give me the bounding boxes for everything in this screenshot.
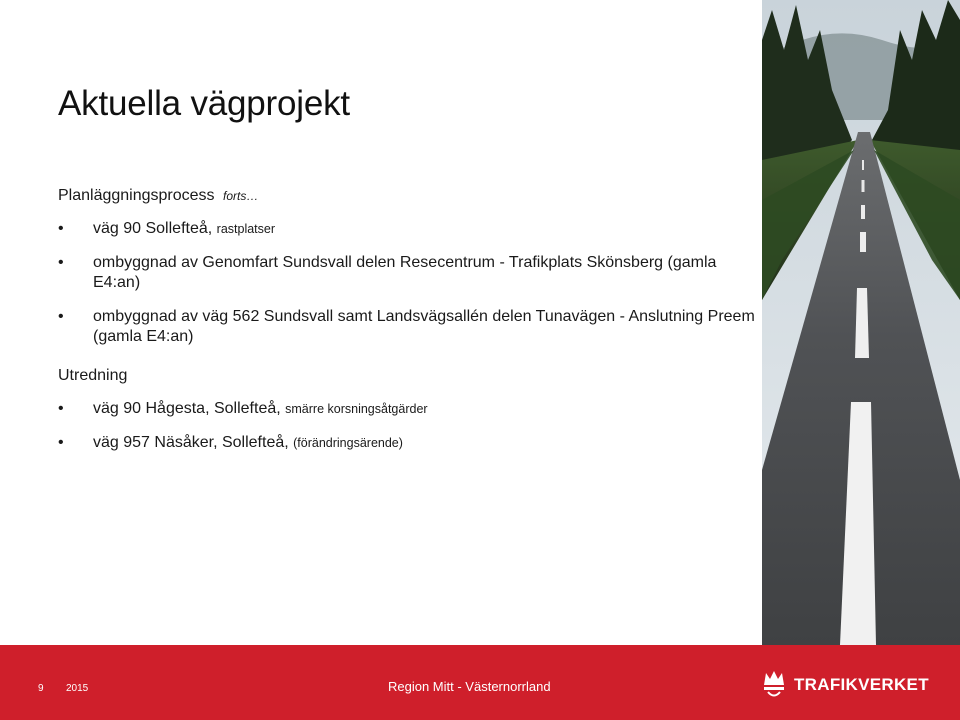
- slide-content: [58, 186, 758, 467]
- footer-region: Region Mitt - Västernorrland: [388, 679, 551, 694]
- study-heading: [58, 366, 758, 386]
- study-heading-text: Utredning: [58, 367, 128, 384]
- list-item: [58, 433, 758, 453]
- list-item: [58, 399, 758, 419]
- list-item-text: väg 90 Hågesta, Sollefteå,: [93, 400, 281, 417]
- list-item-text: ombyggnad av Genomfart Sundsvall delen Resecentrum - Trafikplats Skönsberg (gamla E4:an): [93, 254, 717, 291]
- list-item-text: ombyggnad av väg 562 Sundsvall samt Landsvägsallén delen Tunavägen - Anslutning Preem (gamla E4:an): [93, 308, 755, 345]
- list-item-text: väg 957 Näsåker, Sollefteå,: [93, 434, 289, 451]
- list-item-text: väg 90 Sollefteå,: [93, 220, 213, 237]
- list-item-note: (förändringsärende): [293, 436, 403, 450]
- list-item-note: rastplatser: [216, 222, 276, 236]
- list-item: [58, 253, 758, 293]
- study-list: [58, 399, 758, 453]
- page-number: 9: [38, 683, 44, 694]
- planning-list: [58, 219, 758, 347]
- logo-text: TRAFIKVERKET: [794, 675, 929, 694]
- list-item-note: smärre korsningsåtgärder: [285, 402, 428, 416]
- list-item: [58, 307, 758, 347]
- planning-heading: [58, 186, 758, 206]
- list-item: [58, 219, 758, 239]
- road-photo-icon: [762, 0, 960, 645]
- planning-heading-note: forts…: [223, 189, 259, 203]
- page-title: Aktuella vägprojekt: [58, 84, 350, 123]
- footer-year: 2015: [66, 683, 89, 694]
- footer-bar: [0, 645, 960, 720]
- planning-heading-text: Planläggningsprocess: [58, 187, 215, 204]
